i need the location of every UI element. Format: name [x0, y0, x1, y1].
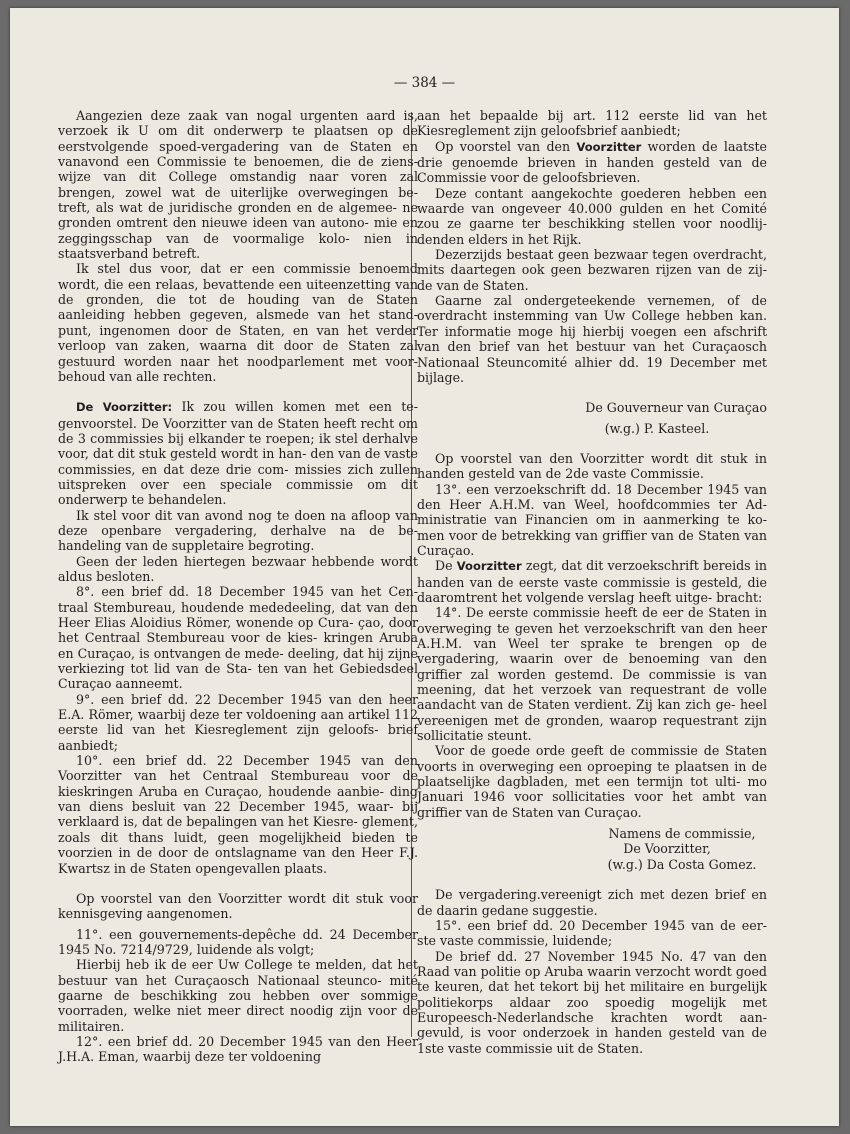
agenda-item: 9°. een brief dd. 22 December 1945 van den heer E.A. Römer, waarbij deze ter voldoening aan artikel 112 eerste lid van het Kiesreglement zijn geloofs- brief aanbiedt; [58, 691, 418, 753]
paragraph-text: zegt, dat dit verzoekschrift bereids in handen van de eerste vaste commissie is gesteld, die daaromtrent het volgende verslag heeft uitge- bracht: [417, 558, 767, 605]
agenda-item: 13°. een verzoekschrift dd. 18 December 1945 van den Heer A.H.M. van Weel, hoofdcommies ter Ad- ministratie van Financien om in aanmerking te ko- men voor de betrekking van griffier van de Staten van Curaçao. [417, 481, 767, 558]
agenda-item: 8°. een brief dd. 18 December 1945 van het Cen- traal Stembureau, houdende mededeeling, dat van den Heer Elias Aloidius Römer, wonende op Cura- çao, door het Centraal Stembureau voor de kies- kringen Aruba en Curaçao, is ontvangen de mede- deeling, dat hij zijne verkiezing tot lid van de Sta- ten van het Gebiedsdeel Curaçao aanneemt. [58, 584, 418, 692]
paragraph: Ik stel voor dit van avond nog te doen na afloop van deze openbare vergadering, derhalve na de be- handeling van de suppletaire begroting. [58, 507, 418, 554]
page-number: — 384 — [393, 75, 456, 91]
paragraph-text: Ik zou willen komen met een te- genvoorstel. De Voorzitter van de Staten heeft recht om de 3 commissies bij elkander te roepen; ik stel derhalve voor, dat dit stuk gesteld wordt in han- den van de vaste commissies, en dat deze drie com- missies zich zullen uitspreken over een speciale commissie om dit onderwerp te behandelen. [58, 399, 418, 508]
signature-title: De Gouverneur van Curaçao [585, 400, 767, 416]
paragraph: Op voorstel van den Voorzitter wordt dit stuk in handen gesteld van de 2de vaste Commissie. [417, 450, 767, 482]
paragraph [417, 558, 767, 605]
signature-name: (w.g.) P. Kasteel. [604, 420, 710, 436]
signature-line: Namens de commissie, [608, 826, 756, 842]
speaker-label: Voorzitter [456, 559, 522, 574]
paragraph: Deze contant aangekochte goederen hebben een waarde van ongeveer 40.000 gulden en het Comité zou ze gaarne ter beschikking stellen voor noodlij- denden elders in het Rijk. [417, 185, 767, 247]
speaker-label: De Voorzitter: [76, 400, 173, 415]
paragraph [58, 399, 418, 507]
agenda-item: 15°. een brief dd. 20 December 1945 van de eer- ste vaste commissie, luidende; [417, 917, 767, 949]
signature-name: (w.g.) Da Costa Gomez. [607, 856, 757, 872]
paragraph: Dezerzijds bestaat geen bezwaar tegen overdracht, mits daartegen ook geen bezwaren rijzen van de zij- de van de Staten. [417, 247, 767, 293]
paragraph-text: worden de laatste drie genoemde brieven in handen gesteld van de Commissie voor de geloofsbrieven. [417, 138, 767, 186]
agenda-item: 11°. een gouvernements-depêche dd. 24 December 1945 No. 7214/9729, luidende als volgt; [58, 926, 418, 957]
paragraph: Geen der leden hiertegen bezwaar hebbende wordt aldus besloten. [58, 553, 418, 584]
paragraph-text: De [435, 558, 457, 574]
agenda-item: 12°. een brief dd. 20 December 1945 van den Heer J.H.A. Eman, waarbij deze ter voldoening [58, 1033, 418, 1065]
paragraph: Voor de goede orde geeft de commissie de Staten voorts in overweging een oproeping te plaatsen in de plaatselijke dagbladen, met een termijn tot ulti- mo Januari 1946 voor sollicitaties voor het ambt van griffier van de Staten van Curaçao. [417, 743, 767, 820]
speaker-label: Voorzitter [576, 139, 642, 154]
signature-line: De Voorzitter, [623, 841, 711, 857]
paragraph: Hierbij heb ik de eer Uw College te melden, dat het bestuur van het Curaçaosch Nationaal steunco- mité gaarne de beschikking zou hebben over sommige voorraden, welke niet meer direct noodig zijn voor de militairen. [58, 957, 418, 1034]
agenda-item: 14°. De eerste commissie heeft de eer de Staten in overweging te geven het verzoekschrift van den heer A.H.M. van Weel ter sprake te brengen op de vergadering, waarin over de benoeming van den griffier zal worden gestemd. De commissie is van meening, dat het verzoek van requestrant de volle aandacht van de Staten verdient. Zij kan zich ge- heel vereenigen met de gronden, waarop requestrant zijn sollicitatie steunt. [417, 605, 767, 744]
document-page [10, 8, 839, 1126]
agenda-item: 10°. een brief dd. 22 December 1945 van den Voorzitter van het Centraal Stembureau voor de kieskringen Aruba en Curaçao, houdende aanbie- ding van diens besluit van 22 December 1945, waar- bij verklaard is, dat de bepalingen van het Kiesre- glement, zoals dit thans luidt, geen mogelijkheid bieden te voorzien in de door de ontslagname van den Heer F.J. Kwartsz in de Staten opengevallen plaats. [58, 753, 418, 876]
paragraph: aan het bepaalde bij art. 112 eerste lid van het Kiesreglement zijn geloofsbrief aanbiedt; [417, 108, 767, 139]
left-column [58, 108, 418, 1065]
paragraph: Aangezien deze zaak van nogal urgenten aard is, verzoek ik U om dit onderwerp te plaatsen op de eerstvolgende spoed-vergadering van de Staten en vanavond een Commissie te benoemen, die de ziens- wijze van dit College omstandig naar voren zal brengen, zowel wat de uiterlijke overwegingen be- treft, als wat de juridische gronden en de algemee- ne gronden omtrent den nieuwe ideen van autono- mie en zeggingsschap van de voormalige kolo- nien in staatsverband betreft. [58, 108, 418, 262]
paragraph [417, 139, 767, 186]
paragraph: Op voorstel van den Voorzitter wordt dit stuk voor kennisgeving aangenomen. [58, 890, 418, 922]
paragraph: De vergadering.vereenigt zich met dezen brief en de daarin gedane suggestie. [417, 887, 767, 918]
paragraph: De brief dd. 27 November 1945 No. 47 van den Raad van politie op Aruba waarin verzocht wordt goed te keuren, dat het tekort bij het militaire en burgelijk politiekorps aldaar zoo spoedig mogelijk met Europeesch-Nederlandsche krachten wordt aan- gevuld, is voor onderzoek in handen gesteld van de 1ste vaste commissie uit de Staten. [417, 948, 767, 1056]
paragraph: Gaarne zal ondergeteekende vernemen, of de overdracht instemming van Uw College hebben kan. Ter informatie moge hij hierbij voegen een afschrift van den brief van het bestuur van het Curaçaosch Nationaal Steuncomité alhier dd. 19 December met bijlage. [417, 293, 767, 385]
right-column [417, 108, 767, 1056]
paragraph-text: Op voorstel van den [435, 138, 577, 154]
paragraph: Ik stel dus voor, dat er een commissie benoemd wordt, die een relaas, bevattende een uiteenzetting van de gronden, die tot de houding van de Staten aanleiding hebben gegeven, alsmede van het stand- punt, ingenomen door de Staten, en van het verder verloop van zaken, waarna dit door de Staten zal gestuurd worden naar het noodparlement met voor- behoud van alle rechten. [58, 261, 418, 384]
